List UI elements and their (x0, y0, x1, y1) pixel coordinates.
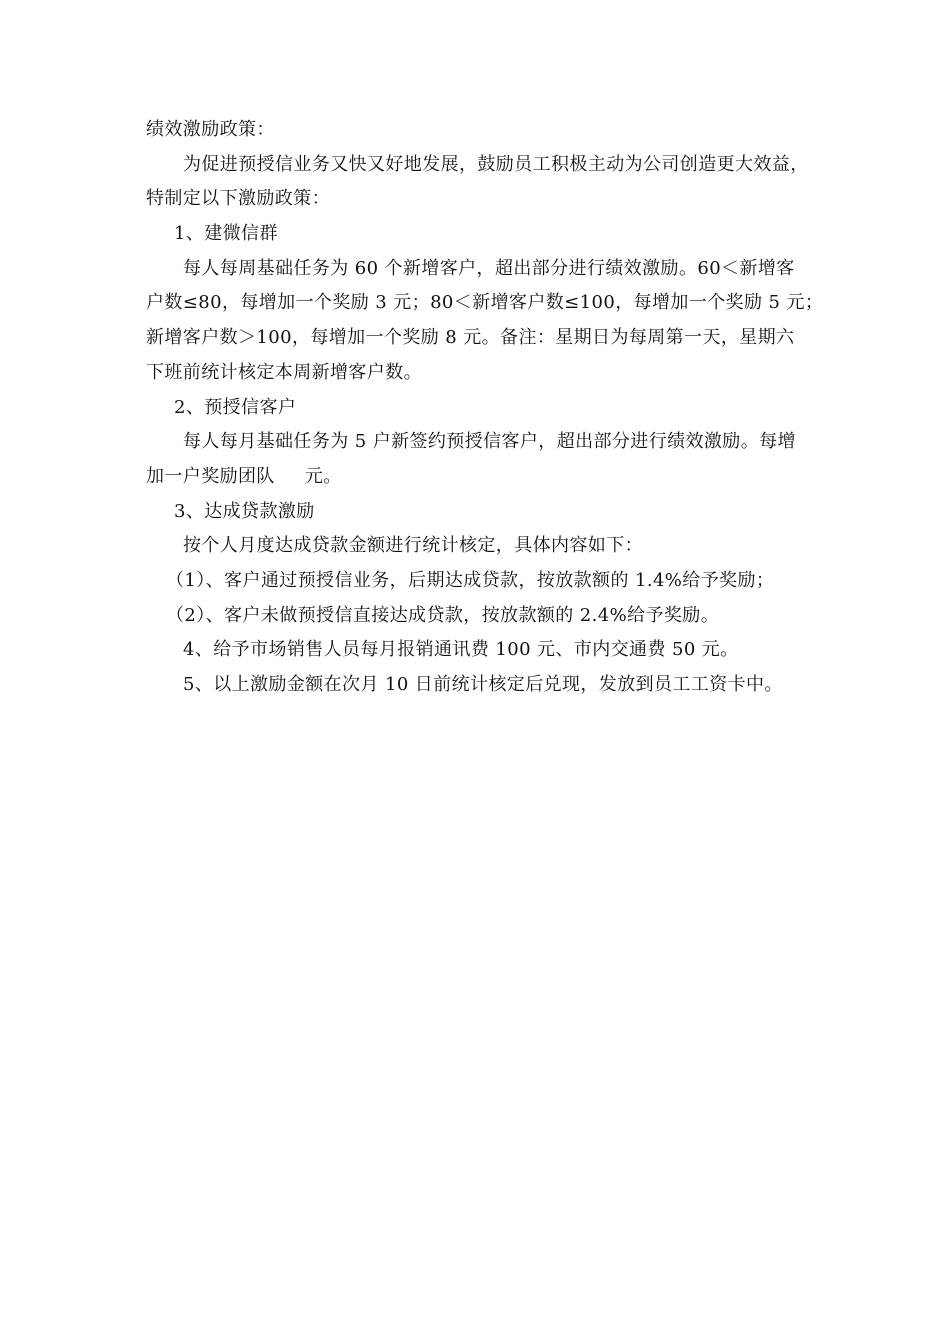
section-2-line-2 (146, 460, 814, 495)
document-body (146, 113, 824, 703)
section-2-line-2-end: 元。 (304, 465, 342, 487)
item-4: 4、给予市场销售人员每月报销通讯费 100 元、市内交通费 50 元。 (183, 639, 739, 661)
document-title: 绩效激励政策： (146, 119, 275, 140)
section-3-item-2: （2）、客户未做预授信直接达成贷款，按放款额的 2.4%给予奖励。 (166, 604, 720, 626)
section-1-line-1: 每人每周基础任务为 60 个新增客户，超出部分进行绩效激励。60＜新增客 (183, 257, 795, 279)
section-1-line-2: 户数≤80，每增加一个奖励 3 元；80＜新增客户数≤100，每增加一个奖励 5 元； (146, 292, 824, 314)
item-5: 5、以上激励金额在次月 10 日前统计核定后兑现，发放到员工工资卡中。 (183, 674, 783, 695)
section-1-line-3: 新增客户数＞100，每增加一个奖励 8 元。备注：星期日为每周第一天，星期六 (146, 327, 795, 349)
section-2-line-1: 每人每月基础任务为 5 户新签约预授信客户，超出部分进行绩效激励。每增 (183, 431, 796, 453)
intro-line-2: 特制定以下激励政策： (146, 188, 330, 210)
section-3-line-1: 按个人月度达成贷款金额进行统计核定，具体内容如下： (183, 535, 643, 557)
section-2-heading: 2、预授信客户 (174, 396, 297, 418)
section-2-line-2-start: 加一户奖励团队 (146, 465, 275, 487)
intro-line-1: 为促进预授信业务又快又好地发展，鼓励员工积极主动为公司创造更大效益， (183, 153, 809, 175)
section-3-item-1: （1）、客户通过预授信业务，后期达成贷款，按放款额的 1.4%给予奖励； (166, 569, 775, 591)
section-1-line-4: 下班前统计核定本周新增客户数。 (146, 361, 422, 383)
section-3-heading: 3、达成贷款激励 (174, 500, 315, 522)
section-1-heading: 1、建微信群 (174, 223, 278, 245)
